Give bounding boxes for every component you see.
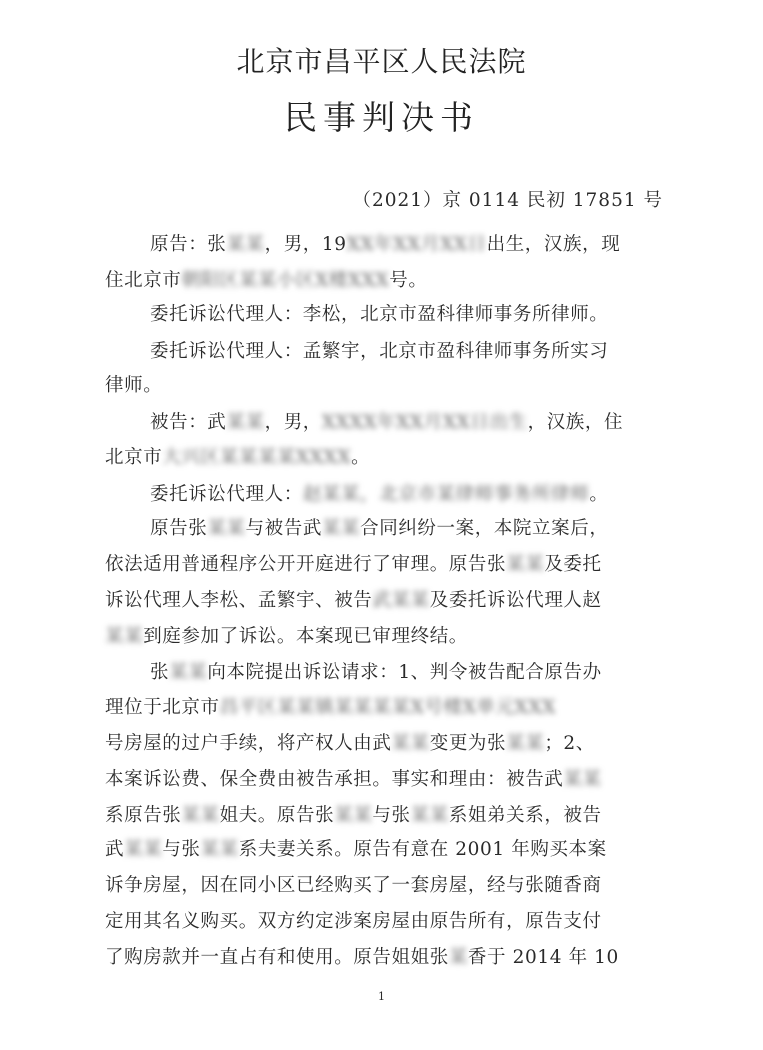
text-segment: 香于 2014 年 10	[467, 947, 619, 968]
text-segment: 原告：张	[150, 234, 227, 255]
text-segment: 诉讼代理人李松、孟繁宇、被告	[105, 590, 373, 611]
text-segment: 号。	[389, 270, 428, 291]
text-line	[105, 729, 595, 755]
redacted-text: 某某	[226, 234, 265, 255]
redacted-text: 某某	[506, 554, 545, 575]
redacted-text: 某某	[105, 626, 144, 647]
text-line	[105, 586, 602, 612]
text-line	[105, 443, 370, 469]
redacted-text: 某某	[200, 839, 239, 860]
redacted-text: 某某	[321, 518, 361, 539]
text-segment: 诉争房屋，因在同小区已经购买了一套房屋，经与张随香商	[105, 875, 602, 896]
text-segment: 号房屋的过户手续，将产权人由武	[105, 733, 392, 754]
court-name: 北京市昌平区人民法院	[236, 45, 527, 78]
redacted-text: 赵某某，北京市某律师事务所律师	[302, 484, 590, 505]
text-segment: ；2、	[544, 733, 595, 754]
redacted-text: 某	[448, 947, 468, 968]
text-segment: 。	[351, 447, 371, 468]
text-line	[150, 514, 608, 540]
redacted-text: 朝阳区某某小区X楼XXX	[181, 270, 390, 291]
text-segment: ，男，	[264, 412, 322, 433]
redacted-text: 武某某	[372, 590, 430, 611]
text-segment: 律师。	[105, 375, 163, 396]
text-segment: 及委托	[544, 554, 602, 575]
text-segment: ，男，19	[264, 234, 347, 255]
text-segment: 本案诉讼费、保全费由被告承担。事实和理由：被告武	[105, 769, 564, 790]
text-segment: ，汉族，住	[527, 412, 624, 433]
text-segment: 与张	[162, 839, 201, 860]
redacted-text: XX年XX月XX日	[346, 234, 487, 255]
text-segment: 住北京市	[105, 270, 182, 291]
redacted-text: 某某	[226, 412, 265, 433]
document-type: 民事判决书	[284, 98, 479, 137]
text-segment: 。	[589, 484, 609, 505]
text-segment: 到庭参加了诉讼。本案现已审理终结。	[143, 626, 468, 647]
text-line	[150, 658, 602, 684]
redacted-text: 大兴区某某某某XXXX	[162, 447, 352, 468]
text-segment: 向本院提出诉讼请求：1、判令被告配合原告办	[207, 662, 602, 683]
text-segment: 理位于北京市	[105, 697, 220, 718]
redacted-text: 某某	[563, 769, 602, 790]
page-number: 1	[378, 990, 385, 1003]
text-line	[105, 907, 602, 933]
text-segment: 被告：武	[150, 412, 227, 433]
redacted-text: 某某	[506, 733, 545, 754]
redacted-text: 某某	[124, 839, 163, 860]
text-segment: 依法适用普通程序公开开庭进行了审理。原告张	[105, 554, 507, 575]
text-segment: 武	[105, 839, 125, 860]
text-line	[105, 693, 556, 719]
text-segment: 委托诉讼代理人：孟繁宇，北京市盈科律师事务所实习	[150, 341, 609, 362]
text-line	[105, 801, 602, 827]
redacted-text: 某某	[391, 733, 430, 754]
text-segment: 系原告张	[105, 805, 182, 826]
text-line	[150, 480, 608, 506]
redacted-text: 某某	[334, 805, 373, 826]
text-segment: 北京市	[105, 447, 163, 468]
redacted-text: XXXX年XX月XX日出生	[321, 412, 528, 433]
text-line	[105, 622, 468, 648]
text-line	[150, 230, 620, 256]
text-line	[150, 337, 608, 363]
text-segment: 系姐弟关系，被告	[448, 805, 602, 826]
text-segment: 委托诉讼代理人：李松，北京市盈科律师事务所律师。	[150, 304, 609, 325]
text-segment: 原告张	[150, 518, 208, 539]
text-segment: 委托诉讼代理人：	[150, 484, 303, 505]
redacted-text: 某某	[207, 518, 246, 539]
text-line	[105, 835, 607, 861]
text-segment: 与张	[372, 805, 411, 826]
redacted-text: 某某	[181, 805, 220, 826]
text-line	[105, 943, 619, 969]
text-segment: 姐夫。原告张	[219, 805, 335, 826]
text-line	[105, 765, 602, 791]
text-line	[105, 266, 428, 292]
text-segment: 出生，汉族，现	[486, 234, 621, 255]
text-segment: 系夫妻关系。原告有意在 2001 年购买本案	[238, 839, 607, 860]
text-segment: 张	[150, 662, 170, 683]
text-segment: 定用其名义购买。双方约定涉案房屋由原告所有，原告支付	[105, 911, 602, 932]
text-segment: 与被告武	[245, 518, 322, 539]
case-number: （2021）京 0114 民初 17851 号	[352, 190, 663, 211]
text-line	[105, 871, 602, 897]
text-segment: 合同纠纷一案，本院立案后，	[360, 518, 609, 539]
text-segment: 及委托诉讼代理人赵	[429, 590, 602, 611]
text-line	[105, 550, 602, 576]
text-segment: 变更为张	[429, 733, 507, 754]
redacted-text: 昌平区某某镇某某某某X号楼X单元XXX	[219, 697, 556, 718]
text-line	[105, 371, 162, 397]
redacted-text: 某某	[410, 805, 449, 826]
text-segment: 了购房款并一直占有和使用。原告姐姐张	[105, 947, 449, 968]
text-line	[150, 408, 623, 434]
redacted-text: 某某	[169, 662, 208, 683]
text-line	[150, 300, 608, 326]
